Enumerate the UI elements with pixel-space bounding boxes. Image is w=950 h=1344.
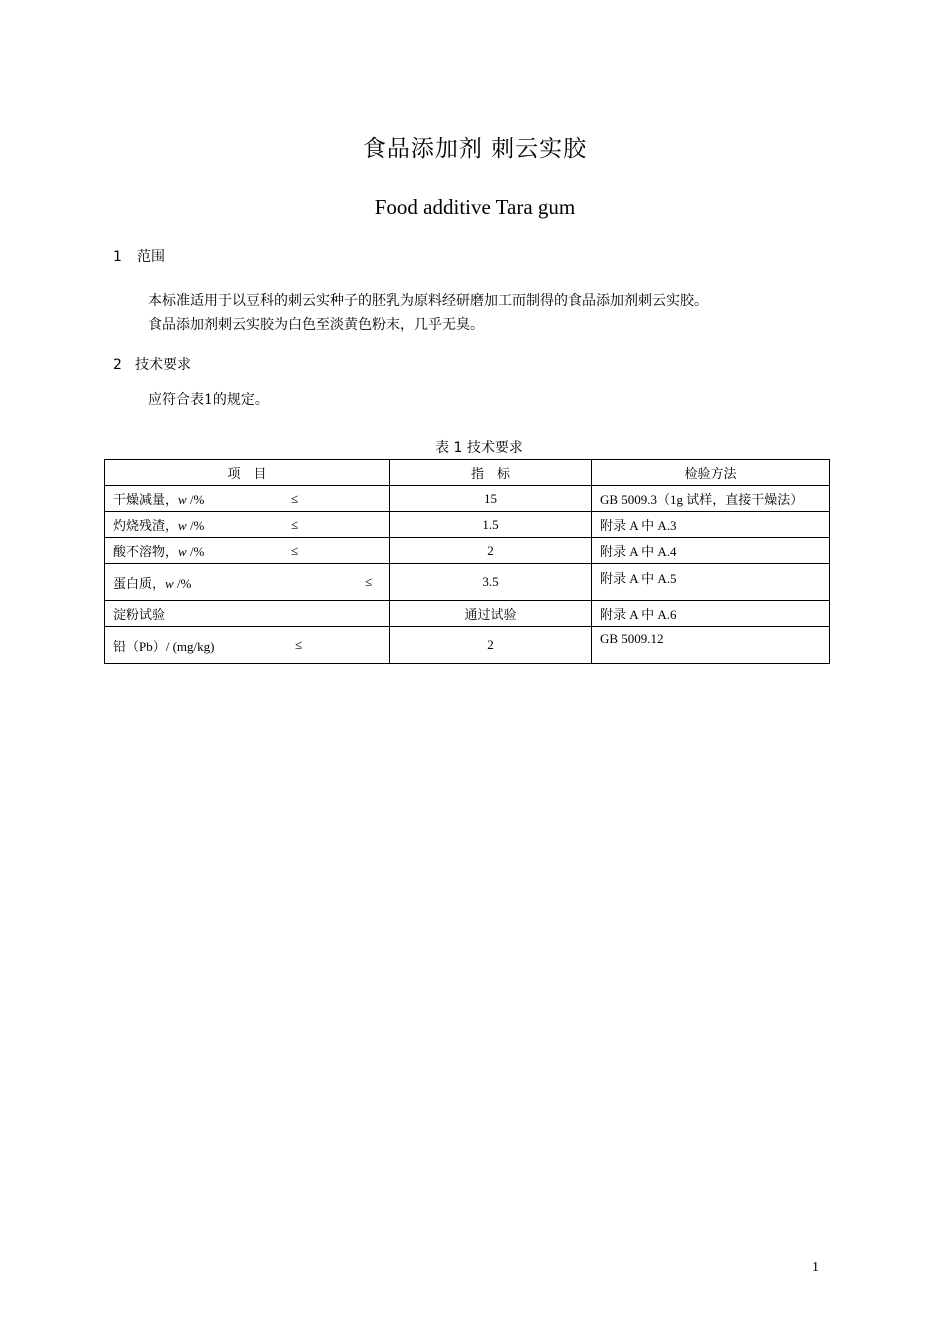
table-row [105, 601, 830, 627]
method-cell: GB 5009.3（1g 试样，直接干燥法） [592, 486, 830, 512]
item-cell [105, 627, 390, 664]
item-cell [105, 564, 390, 601]
item-cell [105, 486, 390, 512]
item-label: 铅（Pb）/ (mg/kg) [113, 638, 215, 654]
section-title: 范围 [137, 249, 165, 265]
document-title: 食品添加剂 刺云实胶 [362, 136, 588, 162]
table-header-row [105, 460, 830, 486]
item-unit: /% [186, 492, 205, 507]
table-row [105, 512, 830, 538]
method-cell: 附录 A 中 A.5 [592, 564, 830, 601]
requirements-paragraph: 应符合表1的规定。 [148, 392, 269, 408]
method-cell: 附录 A 中 A.4 [592, 538, 830, 564]
value-cell: 通过试验 [390, 601, 592, 627]
scope-paragraph-2: 食品添加剂刺云实胶为白色至淡黄色粉末，几乎无臭。 [148, 317, 484, 333]
document-subtitle-english: Food additive Tara gum [374, 195, 576, 219]
item-cell [105, 512, 390, 538]
item-label: 酸不溶物， [113, 544, 179, 559]
item-unit: /% [186, 518, 205, 533]
table-row [105, 486, 830, 512]
method-cell: GB 5009.12 [592, 627, 830, 664]
value-cell: 2 [390, 627, 592, 664]
header-item: 项 目 [105, 460, 390, 486]
method-cell: 附录 A 中 A.6 [592, 601, 830, 627]
scope-paragraph-1: 本标准适用于以豆科的刺云实种子的胚乳为原料经研磨加工而制得的食品添加剂刺云实胶。 [148, 293, 708, 309]
page-number: 1 [812, 1260, 819, 1275]
item-cell [105, 601, 390, 627]
table-row [105, 564, 830, 601]
section-heading-technical-requirements [113, 354, 191, 374]
table-caption: 表 1 技术要求 [435, 440, 523, 456]
item-variable: w [178, 492, 187, 507]
section-number: 1 [113, 249, 122, 265]
less-or-equal-sign: ≤ [291, 490, 299, 506]
technical-requirements-table [104, 459, 830, 664]
less-or-equal-sign: ≤ [291, 516, 299, 532]
item-unit: /% [173, 575, 192, 591]
item-cell [105, 538, 390, 564]
item-label: 干燥减量， [113, 492, 179, 507]
method-cell: 附录 A 中 A.3 [592, 512, 830, 538]
value-cell: 15 [390, 486, 592, 512]
section-number: 2 [113, 357, 122, 373]
item-variable: w [165, 575, 174, 591]
less-or-equal-sign: ≤ [291, 542, 299, 558]
value-cell: 1.5 [390, 512, 592, 538]
less-or-equal-sign: ≤ [365, 574, 373, 589]
table-row [105, 627, 830, 664]
table-row [105, 538, 830, 564]
item-variable: w [178, 544, 187, 559]
item-unit: /% [186, 544, 205, 559]
item-variable: w [178, 518, 187, 533]
header-test-method: 检验方法 [592, 460, 830, 486]
value-cell: 3.5 [390, 564, 592, 601]
less-or-equal-sign: ≤ [295, 637, 303, 652]
item-label: 淀粉试验 [113, 607, 166, 622]
value-cell: 2 [390, 538, 592, 564]
item-label: 蛋白质， [113, 575, 166, 591]
section-title: 技术要求 [135, 357, 191, 373]
header-index: 指 标 [390, 460, 592, 486]
section-heading-scope [113, 246, 165, 266]
item-label: 灼烧残渣， [113, 518, 179, 533]
